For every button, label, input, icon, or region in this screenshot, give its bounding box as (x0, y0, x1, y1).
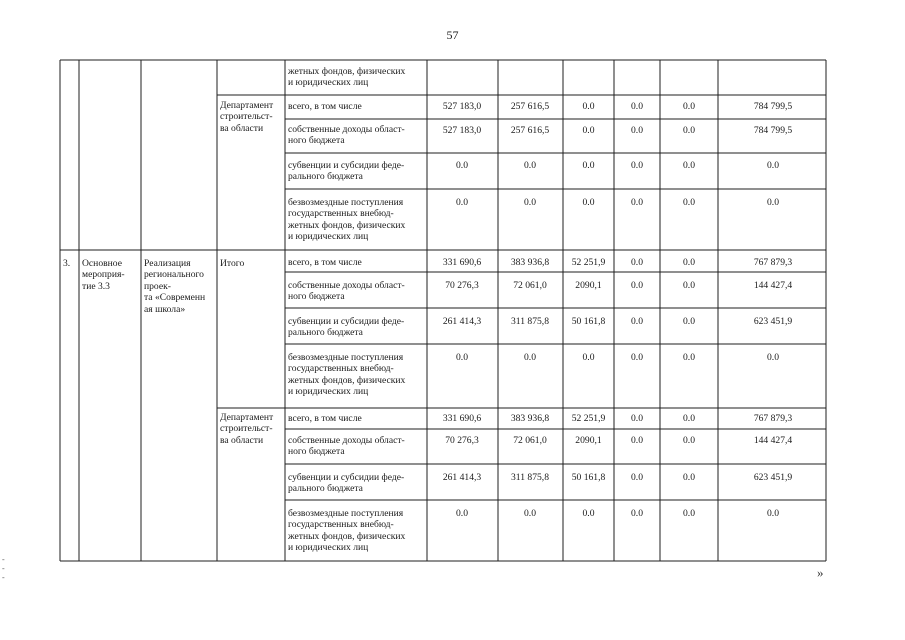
total-cell: 784 799,5 (753, 125, 793, 136)
value-cell: 0.0 (631, 101, 643, 112)
value-cell: 383 936,8 (510, 413, 550, 424)
executor-total: Итого (220, 258, 245, 269)
value-cell: 0.0 (631, 508, 643, 519)
funding-source: всего, в том числе (288, 101, 362, 112)
value-cell: 72 061,0 (513, 280, 547, 291)
value-cell: 0.0 (582, 352, 595, 363)
value-cell: 257 616,5 (510, 125, 550, 136)
value-cell: 527 183,0 (442, 101, 482, 112)
funding-source: собственные доходы област- ного бюджета (288, 124, 405, 147)
funding-source: субвенции и субсидии феде- рального бюджета (288, 316, 405, 339)
edge-mark: - (2, 573, 5, 582)
value-cell: 0.0 (582, 508, 595, 519)
value-cell: 0.0 (631, 125, 643, 136)
edge-mark: - (2, 555, 5, 564)
funding-source: субвенции и субсидии феде- рального бюджета (288, 472, 405, 495)
funding-source: собственные доходы област- ного бюджета (288, 435, 405, 458)
funding-source: безвозмездные поступления государственных внебюд- жетных фондов, физических и юридических лиц (288, 352, 406, 398)
value-cell: 0.0 (631, 413, 643, 424)
value-cell: 311 875,8 (510, 316, 550, 327)
value-cell: 0.0 (683, 257, 695, 268)
value-cell: 0.0 (683, 435, 695, 446)
value-cell: 0.0 (524, 160, 536, 171)
value-cell: 0.0 (456, 160, 468, 171)
value-cell: 0.0 (456, 352, 468, 363)
value-cell: 2090,1 (575, 435, 602, 446)
total-cell: 623 451,9 (753, 316, 793, 327)
value-cell: 0.0 (683, 101, 695, 112)
value-cell: 0.0 (683, 352, 695, 363)
value-cell: 0.0 (582, 125, 595, 136)
value-cell: 0.0 (631, 472, 643, 483)
funding-source: жетных фондов, физических и юридических лиц (288, 66, 406, 89)
funding-source: безвозмездные поступления государственных внебюд- жетных фондов, физических и юридических лиц (288, 508, 406, 554)
value-cell: 0.0 (683, 472, 695, 483)
value-cell: 50 161,8 (571, 316, 606, 327)
funding-source: собственные доходы област- ного бюджета (288, 280, 405, 303)
value-cell: 0.0 (456, 197, 468, 208)
funding-source: всего, в том числе (288, 257, 362, 268)
value-cell: 331 690,6 (442, 413, 482, 424)
value-cell: 0.0 (683, 197, 695, 208)
value-cell: 0.0 (683, 125, 695, 136)
next-page-arrow-icon[interactable]: » (817, 565, 820, 580)
total-cell: 784 799,5 (753, 101, 793, 112)
value-cell: 0.0 (524, 508, 536, 519)
value-cell: 261 414,3 (442, 316, 482, 327)
value-cell: 311 875,8 (510, 472, 550, 483)
executor-department: Департамент строительст- ва области (220, 412, 274, 446)
value-cell: 0.0 (631, 197, 643, 208)
total-cell: 623 451,9 (753, 472, 793, 483)
value-cell: 0.0 (582, 101, 595, 112)
total-cell: 0.0 (767, 197, 779, 208)
total-cell: 144 427,4 (753, 280, 793, 291)
value-cell: 0.0 (683, 280, 695, 291)
value-cell: 0.0 (683, 508, 695, 519)
value-cell: 50 161,8 (571, 472, 606, 483)
value-cell: 52 251,9 (571, 413, 606, 424)
executor-department: Департамент строительст- ва области (220, 100, 274, 134)
total-cell: 0.0 (767, 508, 779, 519)
value-cell: 0.0 (631, 352, 643, 363)
value-cell: 331 690,6 (442, 257, 482, 268)
funding-source: всего, в том числе (288, 413, 362, 424)
edge-mark: - (2, 564, 5, 573)
value-cell: 0.0 (524, 352, 536, 363)
value-cell: 0.0 (456, 508, 468, 519)
value-cell: 2090,1 (575, 280, 602, 291)
value-cell: 0.0 (631, 316, 643, 327)
value-cell: 0.0 (582, 197, 595, 208)
value-cell: 0.0 (683, 160, 695, 171)
value-cell: 70 276,3 (445, 435, 479, 446)
value-cell: 0.0 (683, 413, 695, 424)
value-cell: 527 183,0 (442, 125, 482, 136)
total-cell: 767 879,3 (753, 257, 793, 268)
value-cell: 0.0 (631, 257, 643, 268)
item-number: 3. (63, 258, 71, 269)
value-cell: 0.0 (524, 197, 536, 208)
page-number: 57 (446, 28, 459, 42)
total-cell: 767 879,3 (753, 413, 793, 424)
total-cell: 0.0 (767, 160, 779, 171)
project-name: Реализация регионального проек- та «Современн ая школа» (144, 258, 206, 315)
value-cell: 0.0 (683, 316, 695, 327)
value-cell: 261 414,3 (442, 472, 482, 483)
value-cell: 0.0 (631, 280, 643, 291)
funding-source: субвенции и субсидии феде- рального бюджета (288, 160, 405, 183)
value-cell: 0.0 (631, 435, 643, 446)
total-cell: 0.0 (767, 352, 779, 363)
value-cell: 257 616,5 (510, 101, 550, 112)
total-cell: 144 427,4 (753, 435, 793, 446)
value-cell: 70 276,3 (445, 280, 479, 291)
value-cell: 0.0 (582, 160, 595, 171)
funding-source: безвозмездные поступления государственных внебюд- жетных фондов, физических и юридических лиц (288, 197, 406, 243)
value-cell: 383 936,8 (510, 257, 550, 268)
value-cell: 72 061,0 (513, 435, 547, 446)
value-cell: 52 251,9 (571, 257, 606, 268)
value-cell: 0.0 (631, 160, 643, 171)
activity-name: Основное мероприя- тие 3.3 (82, 258, 125, 292)
